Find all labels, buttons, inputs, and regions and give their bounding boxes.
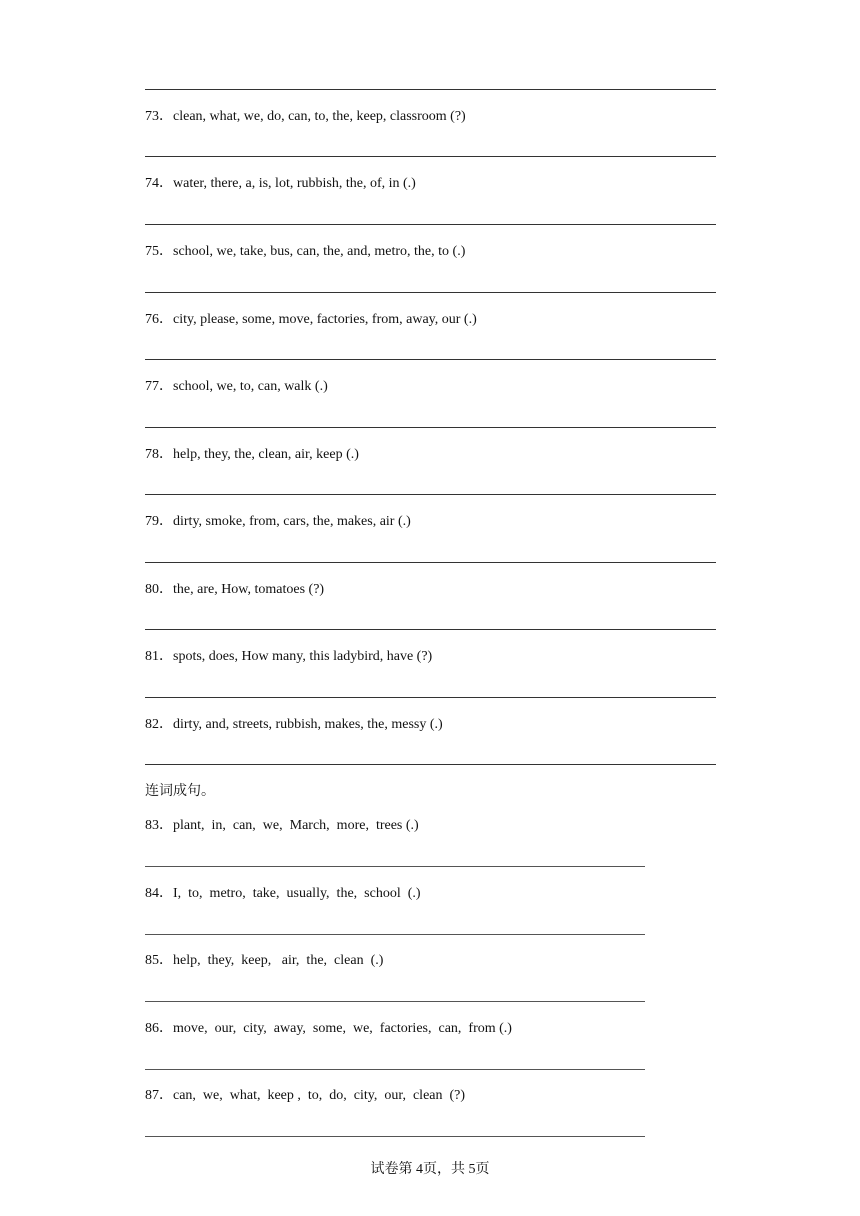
question-73: [145, 108, 466, 126]
question-83: [145, 817, 419, 835]
question-number: 75．: [145, 244, 173, 259]
question-text: dirty, and, streets, rubbish, makes, the, messy (.): [173, 717, 443, 732]
question-number: 80．: [145, 582, 173, 597]
question-text: water, there, a, is, lot, rubbish, the, of, in (.): [173, 176, 416, 191]
section-title: 连词成句。: [145, 784, 215, 799]
answer-line: [145, 934, 645, 935]
answer-line: [145, 1136, 645, 1137]
question-text: dirty, smoke, from, cars, the, makes, air (.): [173, 514, 411, 529]
question-number: 79．: [145, 514, 173, 529]
question-number: 83．: [145, 818, 173, 833]
answer-line: [145, 562, 716, 563]
question-84: [145, 885, 421, 903]
question-80: [145, 581, 324, 599]
question-77: [145, 378, 328, 396]
question-75: [145, 243, 465, 261]
question-81: [145, 648, 432, 666]
question-number: 85．: [145, 953, 173, 968]
question-text: spots, does, How many, this ladybird, have (?): [173, 649, 433, 664]
question-number: 73．: [145, 109, 173, 124]
answer-line: [145, 224, 716, 225]
answer-line: [145, 764, 716, 765]
question-text: the, are, How, tomatoes (?): [173, 582, 325, 597]
answer-line: [145, 1069, 645, 1070]
answer-line: [145, 697, 716, 698]
question-76: [145, 311, 477, 329]
question-number: 78．: [145, 447, 173, 462]
answer-line: [145, 89, 716, 90]
question-number: 86．: [145, 1021, 173, 1036]
question-79: [145, 513, 411, 531]
answer-line: [145, 1001, 645, 1002]
question-74: [145, 175, 416, 193]
question-text: city, please, some, move, factories, from, away, our (.): [173, 312, 477, 327]
question-number: 81．: [145, 649, 173, 664]
question-number: 74．: [145, 176, 173, 191]
question-number: 77．: [145, 379, 173, 394]
answer-line: [145, 359, 716, 360]
question-number: 76．: [145, 312, 173, 327]
answer-line: [145, 866, 645, 867]
page-footer: 试卷第 4页，共 5页: [370, 1162, 490, 1177]
question-text: plant, in, can, we, March, more, trees (.): [173, 818, 419, 833]
question-text: can, we, what, keep , to, do, city, our, clean (?): [173, 1088, 466, 1103]
answer-line: [145, 156, 716, 157]
question-text: school, we, to, can, walk (.): [173, 379, 328, 394]
answer-line: [145, 292, 716, 293]
question-87: [145, 1087, 465, 1105]
answer-line: [145, 494, 716, 495]
question-number: 87．: [145, 1088, 173, 1103]
question-86: [145, 1020, 512, 1038]
question-text: clean, what, we, do, can, to, the, keep, classroom (?): [173, 109, 466, 124]
question-text: I, to, metro, take, usually, the, school (.): [173, 886, 421, 901]
question-85: [145, 952, 383, 970]
question-number: 82．: [145, 717, 173, 732]
question-number: 84．: [145, 886, 173, 901]
question-text: school, we, take, bus, can, the, and, metro, the, to (.): [173, 244, 466, 259]
answer-line: [145, 427, 716, 428]
question-82: [145, 716, 443, 734]
question-text: help, they, the, clean, air, keep (.): [173, 447, 359, 462]
question-text: move, our, city, away, some, we, factories, can, from (.): [173, 1021, 512, 1036]
question-78: [145, 446, 359, 464]
question-text: help, they, keep, air, the, clean (.): [173, 953, 384, 968]
answer-line: [145, 629, 716, 630]
